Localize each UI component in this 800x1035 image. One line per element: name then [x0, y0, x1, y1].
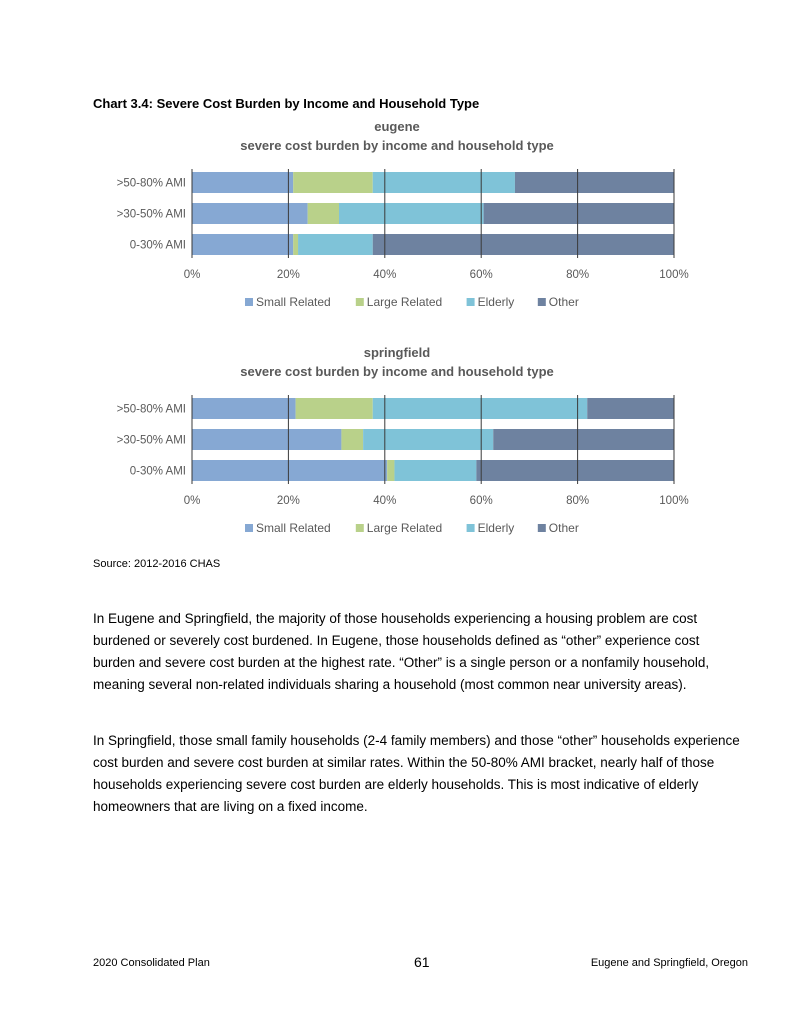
paragraph-eugene: In Eugene and Springfield, the majority of those households experiencing a housing problem are cost burdened or severely cost burdened. In Eugene, those households defined as “other” experience cost burden and severe cost burden at the highest rate. “Other” is a single person or a nonfamily household, meaning several non-related individuals sharing a household (most common near university areas). — [93, 611, 710, 692]
bar-other-30-50-ami — [484, 203, 674, 224]
legend-label-small-related: Small Related — [256, 521, 331, 535]
bar-large-related-50-80-ami — [293, 172, 373, 193]
legend-swatch-other — [538, 524, 546, 532]
chart-title: springfield — [363, 345, 431, 360]
x-tick-label: 40% — [373, 269, 397, 281]
chart-title: eugene — [374, 119, 420, 134]
x-tick-label: 0% — [183, 495, 201, 507]
bar-other-50-80-ami — [587, 398, 674, 419]
x-tick-label: 80% — [566, 495, 590, 507]
bar-large-related-0-30-ami — [387, 460, 394, 481]
category-label: >50-80% AMI — [116, 177, 186, 190]
bar-large-related-30-50-ami — [308, 203, 339, 224]
bar-elderly-0-30-ami — [394, 460, 476, 481]
legend-swatch-other — [538, 298, 546, 306]
legend-swatch-large-related — [356, 524, 364, 532]
x-tick-label: 60% — [469, 495, 493, 507]
bar-elderly-30-50-ami — [339, 203, 484, 224]
bar-elderly-0-30-ami — [298, 234, 373, 255]
source-note: Source: 2012-2016 CHAS — [93, 558, 221, 570]
bar-small-related-50-80-ami — [192, 172, 293, 193]
bar-elderly-30-50-ami — [363, 429, 493, 450]
x-tick-label: 60% — [469, 269, 493, 281]
bar-large-related-50-80-ami — [296, 398, 373, 419]
chart-subtitle: severe cost burden by income and household type — [240, 138, 554, 153]
x-tick-label: 20% — [276, 495, 300, 507]
legend-label-large-related: Large Related — [366, 295, 443, 309]
legend-label-large-related: Large Related — [366, 521, 443, 535]
legend-swatch-large-related — [356, 298, 364, 306]
legend-label-small-related: Small Related — [256, 295, 331, 309]
category-label: 0-30% AMI — [129, 239, 186, 252]
category-label: 0-30% AMI — [129, 465, 186, 478]
bar-small-related-50-80-ami — [192, 398, 296, 419]
legend-swatch-elderly — [467, 524, 475, 532]
footer-location: Eugene and Springfield, Oregon — [590, 957, 748, 969]
springfield-chart — [90, 344, 710, 554]
legend-label-elderly: Elderly — [477, 295, 515, 309]
footer-plan-title: 2020 Consolidated Plan — [93, 957, 210, 969]
legend-label-other: Other — [548, 295, 579, 309]
bar-other-0-30-ami — [373, 234, 674, 255]
bar-other-50-80-ami — [515, 172, 674, 193]
bar-small-related-30-50-ami — [192, 429, 341, 450]
x-tick-label: 80% — [566, 269, 590, 281]
category-label: >50-80% AMI — [116, 403, 186, 416]
bar-small-related-0-30-ami — [192, 234, 293, 255]
x-tick-label: 100% — [659, 269, 689, 281]
bar-elderly-50-80-ami — [373, 398, 587, 419]
legend-swatch-small-related — [245, 298, 253, 306]
x-tick-label: 20% — [276, 269, 300, 281]
legend-label-other: Other — [548, 521, 579, 535]
paragraph-springfield: In Springfield, those small family households (2-4 family members) and those “other” households experience cost burden and severe cost burden at similar rates. Within the 50-80% AMI bracket, nearly half of those households experiencing severe cost burden are elderly households. This is most indicative of elderly homeowners that are living on a fixed income. — [93, 733, 740, 814]
bar-other-30-50-ami — [493, 429, 674, 450]
bar-large-related-30-50-ami — [341, 429, 363, 450]
x-tick-label: 100% — [659, 495, 689, 507]
x-tick-label: 40% — [373, 495, 397, 507]
category-label: >30-50% AMI — [116, 434, 186, 447]
eugene-chart — [90, 118, 710, 328]
bar-small-related-30-50-ami — [192, 203, 308, 224]
legend-swatch-small-related — [245, 524, 253, 532]
page-number: 61 — [414, 954, 430, 970]
chart-heading: Chart 3.4: Severe Cost Burden by Income and Household Type — [93, 96, 480, 111]
legend-label-elderly: Elderly — [477, 521, 515, 535]
bar-small-related-0-30-ami — [192, 460, 387, 481]
bar-elderly-50-80-ami — [373, 172, 515, 193]
bar-large-related-0-30-ami — [293, 234, 298, 255]
legend-swatch-elderly — [467, 298, 475, 306]
bar-other-0-30-ami — [476, 460, 674, 481]
category-label: >30-50% AMI — [116, 208, 186, 221]
chart-subtitle: severe cost burden by income and household type — [240, 364, 554, 379]
x-tick-label: 0% — [183, 269, 201, 281]
